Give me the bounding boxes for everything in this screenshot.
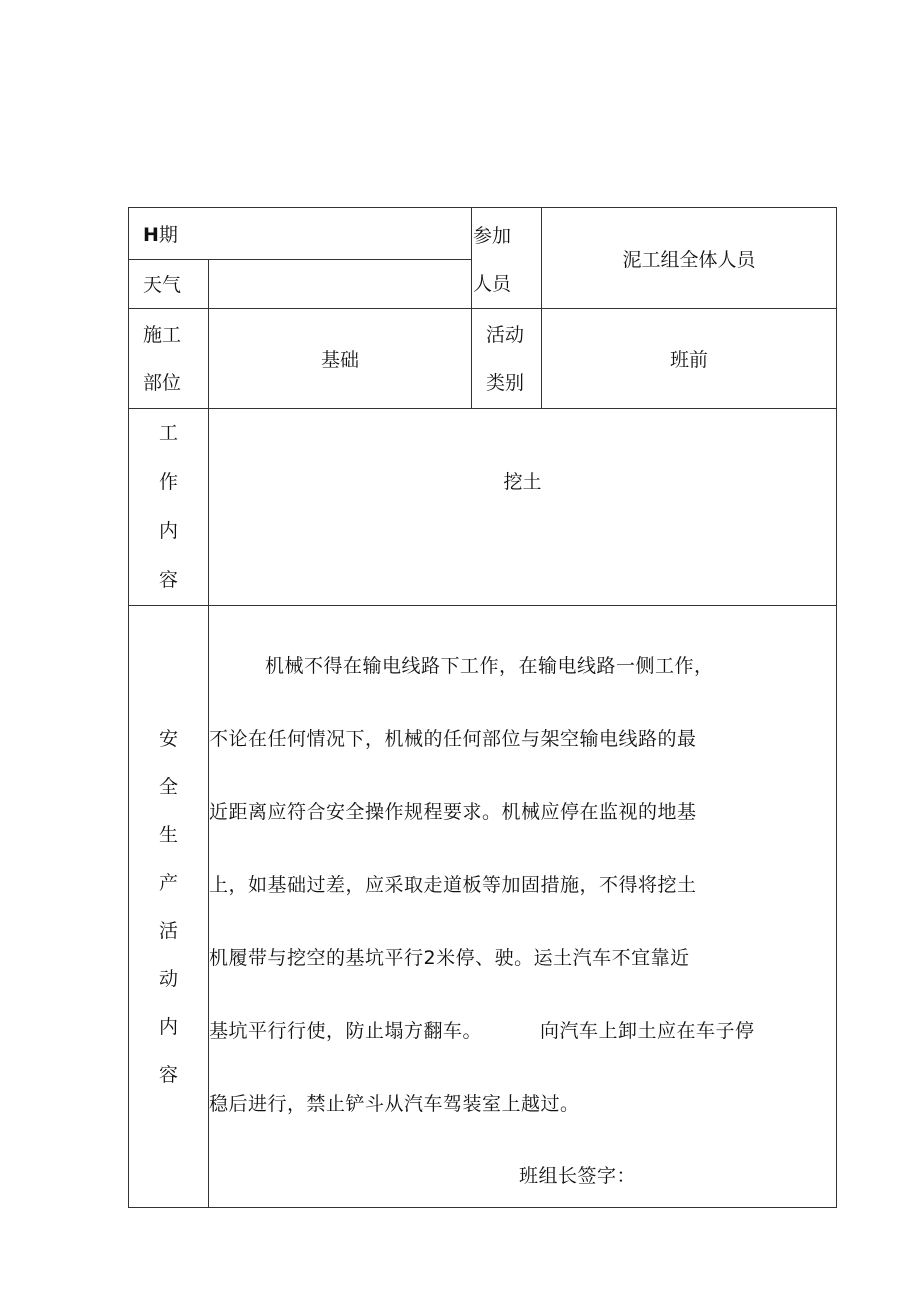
site-label-cell — [129, 309, 209, 409]
safety-line: 稳后进行，禁止铲斗从汽车驾装室上越过。 — [209, 1093, 580, 1115]
activity-type-label-line-2: 类别 — [486, 371, 525, 394]
safety-line: 向汽车上卸土应在车子停 — [540, 1020, 755, 1042]
site-label-line-1: 施工 — [143, 323, 182, 346]
work-label-char: 作 — [158, 471, 178, 493]
safety-label-char: 动 — [158, 967, 178, 990]
safety-label-char: 生 — [158, 823, 178, 846]
date-label-suffix: 期 — [158, 223, 178, 246]
activity-type-label-cell — [472, 309, 542, 409]
safety-label-char: 活 — [158, 919, 178, 942]
safety-content[interactable] — [209, 606, 837, 1208]
safety-label-cell — [129, 606, 209, 1208]
work-label-char: 工 — [158, 422, 178, 444]
safety-line-group — [209, 995, 822, 1068]
participants-label-line-2: 人员 — [473, 273, 512, 295]
weather-value[interactable] — [209, 259, 472, 308]
safety-label-char: 产 — [158, 871, 178, 894]
safety-line: 机械不得在输电线路下工作，在输电线路一侧工作， — [265, 655, 714, 677]
participants-value[interactable]: 泥工组全体人员 — [542, 208, 837, 309]
safety-label-char: 容 — [158, 1063, 178, 1086]
work-label-char: 容 — [158, 569, 178, 591]
safety-line: 近距离应符合安全操作规程要求。机械应停在监视的地基 — [209, 801, 697, 823]
site-label-line-2: 部位 — [143, 371, 182, 394]
pre-shift-safety-form — [128, 207, 837, 1208]
activity-type-label-line-1: 活动 — [486, 323, 525, 346]
date-label-prefix: H — [143, 223, 159, 246]
safety-label-char: 全 — [158, 775, 178, 798]
signature-label: 班组长签字： — [519, 1165, 637, 1187]
safety-line: 上，如基础过差，应采取走道板等加固措施，不得将挖土 — [209, 874, 697, 896]
safety-line: 不论在任何情况下，机械的任何部位与架空输电线路的最 — [209, 728, 697, 750]
weather-label: 天气 — [129, 259, 209, 308]
work-label-cell — [129, 409, 209, 606]
row-work-content — [129, 409, 837, 606]
work-value[interactable]: 挖土 — [209, 409, 837, 606]
participants-label-cell — [472, 208, 542, 309]
safety-label-char: 安 — [158, 727, 178, 750]
activity-type-value[interactable]: 班前 — [542, 309, 837, 409]
participants-label-line-1: 参加 — [473, 225, 512, 247]
work-label-char: 内 — [158, 520, 178, 542]
safety-label-char: 内 — [158, 1015, 178, 1038]
safety-line: 基坑平行行使，防止塌方翻车。 — [209, 1020, 483, 1042]
date-cell — [129, 208, 472, 260]
safety-line: 机履带与挖空的基坑平行2米停、驶。运土汽车不宜靠近 — [209, 947, 690, 969]
row-safety-content — [129, 606, 837, 1208]
row-date — [129, 208, 837, 260]
row-site — [129, 309, 837, 409]
site-value[interactable]: 基础 — [209, 309, 472, 409]
